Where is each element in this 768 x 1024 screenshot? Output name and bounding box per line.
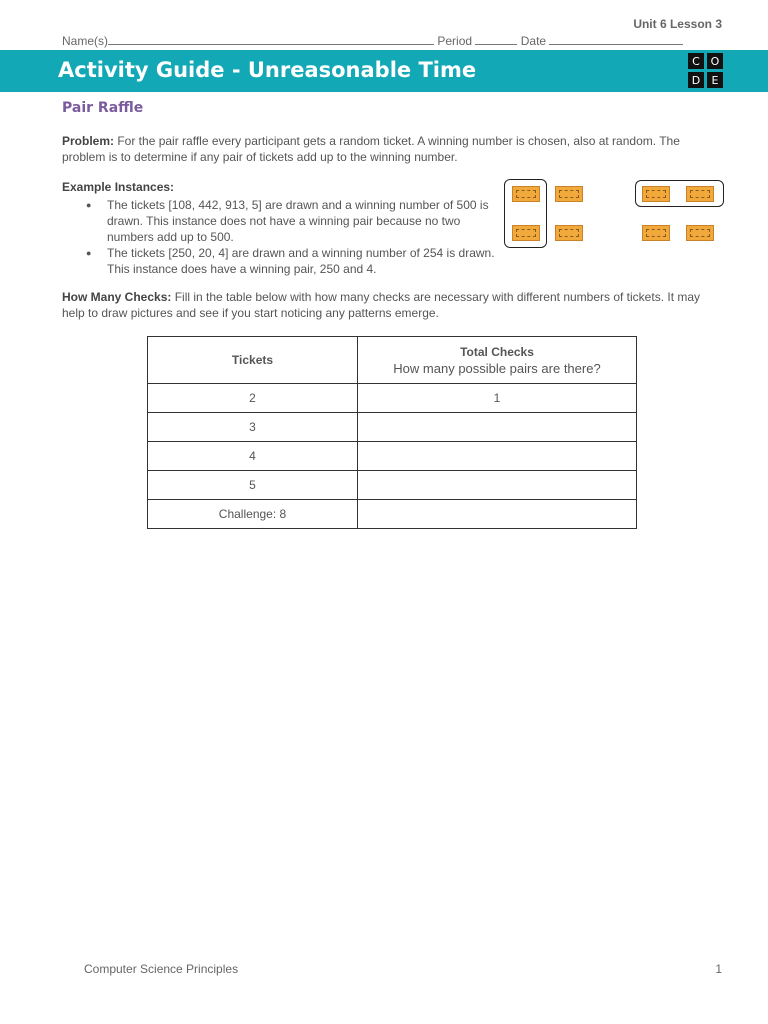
table-row xyxy=(148,384,637,413)
period-blank[interactable] xyxy=(475,35,517,45)
ticket-icon xyxy=(512,186,540,202)
ticket-icon xyxy=(642,225,670,241)
logo-letter: E xyxy=(707,72,723,88)
table-row xyxy=(148,442,637,471)
header-checks-subtitle: How many possible pairs are there? xyxy=(393,360,601,376)
table-row xyxy=(148,413,637,442)
cell-tickets: Challenge: 8 xyxy=(148,500,358,529)
ticket-pairs-illustration xyxy=(500,178,730,253)
name-blank[interactable] xyxy=(108,35,434,45)
examples-label: Example Instances: xyxy=(62,180,175,194)
title-banner xyxy=(0,50,768,92)
cell-tickets: 4 xyxy=(148,442,358,471)
problem-label: Problem: xyxy=(62,134,115,148)
header-total-checks: Total Checks How many possible pairs are there? xyxy=(358,337,637,384)
logo-letter: D xyxy=(688,72,704,88)
footer-course: Computer Science Principles xyxy=(84,962,239,976)
logo-letter: C xyxy=(688,53,704,69)
cell-tickets: 2 xyxy=(148,384,358,413)
checks-table xyxy=(147,336,637,529)
cell-checks[interactable] xyxy=(358,471,637,500)
ticket-icon xyxy=(686,186,714,202)
example-instances xyxy=(62,179,502,277)
ticket-icon xyxy=(555,186,583,202)
footer-page-number: 1 xyxy=(715,962,722,976)
unit-lesson-label: Unit 6 Lesson 3 xyxy=(633,17,722,31)
table-row xyxy=(148,471,637,500)
period-label: Period xyxy=(437,34,473,48)
ticket-icon xyxy=(555,225,583,241)
examples-list xyxy=(62,197,502,277)
section-title: Pair Raffle xyxy=(62,100,144,116)
header-tickets: Tickets xyxy=(148,337,358,384)
cell-tickets: 3 xyxy=(148,413,358,442)
list-item: ● The tickets [250, 20, 4] are drawn and a winning number of 254 is drawn. This instance does have a winning pair, 250 and 4. xyxy=(62,245,502,277)
problem-paragraph xyxy=(62,133,722,165)
ticket-icon xyxy=(512,225,540,241)
table-header-row xyxy=(148,337,637,384)
ticket-icon xyxy=(686,225,714,241)
page-title: Activity Guide - Unreasonable Time xyxy=(58,58,477,82)
list-item: ● The tickets [108, 442, 913, 5] are drawn and a winning number of 500 is drawn. This instance does not have a winning pair because no two numbers add up to 500. xyxy=(62,197,502,245)
cell-checks[interactable]: 1 xyxy=(358,384,637,413)
name-label: Name(s) xyxy=(62,34,109,48)
cell-checks[interactable] xyxy=(358,500,637,529)
date-label: Date xyxy=(520,34,547,48)
date-blank[interactable] xyxy=(549,35,683,45)
name-period-date-line xyxy=(62,34,683,48)
problem-text: For the pair raffle every participant gets a random ticket. A winning number is chosen, also at random. The problem is to determine if any pair of tickets add up to the winning number. xyxy=(62,134,680,164)
how-many-label: How Many Checks: xyxy=(62,290,172,304)
table-row xyxy=(148,500,637,529)
cell-tickets: 5 xyxy=(148,471,358,500)
how-many-text: Fill in the table below with how many checks are necessary with different numbers of tickets. It may help to draw pictures and see if you start noticing any patterns emerge. xyxy=(62,290,701,320)
cell-checks[interactable] xyxy=(358,442,637,471)
ticket-icon xyxy=(642,186,670,202)
code-logo xyxy=(688,53,723,88)
logo-letter: O xyxy=(707,53,723,69)
how-many-checks-paragraph xyxy=(62,289,722,321)
cell-checks[interactable] xyxy=(358,413,637,442)
